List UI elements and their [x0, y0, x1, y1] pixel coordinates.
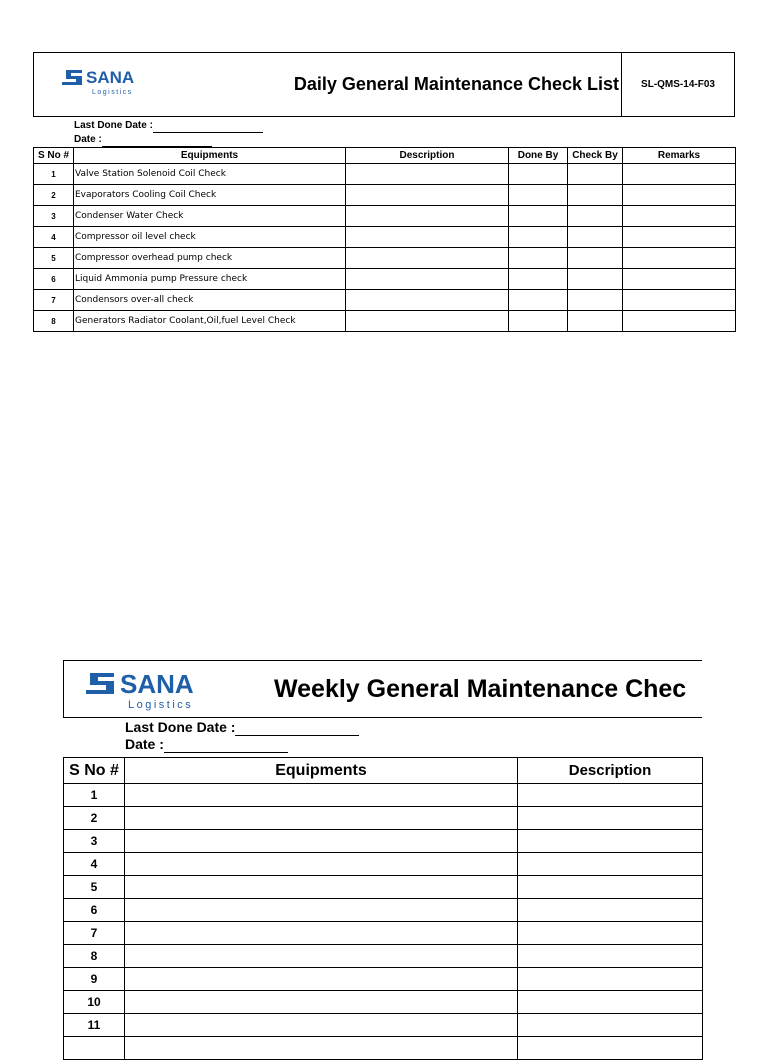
sana-logo-icon [62, 66, 152, 106]
table-row [34, 185, 736, 206]
remarks-cell[interactable] [623, 269, 736, 290]
weekly-header [63, 660, 702, 718]
row-sno: 9 [64, 968, 125, 991]
daily-header [33, 52, 735, 117]
check-by-cell[interactable] [568, 206, 623, 227]
row-sno: 3 [64, 830, 125, 853]
row-sno: 6 [64, 899, 125, 922]
table-row [64, 784, 703, 807]
table-row [64, 968, 703, 991]
date-label: Date : [125, 736, 164, 752]
weekly-meta [63, 719, 702, 753]
weekly-title: Weekly General Maintenance Chec [274, 674, 687, 703]
description-cell[interactable] [346, 164, 509, 185]
logo-name: SANA [86, 68, 135, 87]
row-sno: 5 [34, 248, 74, 269]
equipment-cell[interactable] [125, 922, 518, 945]
col-equipments: Equipments [125, 758, 518, 784]
remarks-cell[interactable] [623, 164, 736, 185]
equipment-cell[interactable] [125, 899, 518, 922]
description-cell[interactable] [518, 968, 703, 991]
description-cell[interactable] [346, 290, 509, 311]
row-sno [64, 1037, 125, 1060]
row-sno: 4 [64, 853, 125, 876]
row-sno: 2 [64, 807, 125, 830]
table-row [34, 269, 736, 290]
daily-meta [33, 119, 735, 147]
check-by-cell[interactable] [568, 290, 623, 311]
date-field[interactable] [102, 146, 212, 147]
weekly-header-row [64, 758, 703, 784]
table-row [64, 853, 703, 876]
description-cell[interactable] [346, 311, 509, 332]
col-description: Description [518, 758, 703, 784]
weekly-logo [64, 661, 254, 717]
row-sno: 11 [64, 1014, 125, 1037]
col-done-by: Done By [509, 148, 568, 164]
row-sno: 4 [34, 227, 74, 248]
sana-logo-icon [86, 667, 276, 717]
table-row [64, 1037, 703, 1060]
table-row [64, 922, 703, 945]
row-sno: 7 [34, 290, 74, 311]
done-by-cell[interactable] [509, 311, 568, 332]
check-by-cell[interactable] [568, 248, 623, 269]
description-cell[interactable] [518, 876, 703, 899]
equipment-cell[interactable] [125, 991, 518, 1014]
check-by-cell[interactable] [568, 164, 623, 185]
done-by-cell[interactable] [509, 185, 568, 206]
table-row [34, 206, 736, 227]
table-row [34, 248, 736, 269]
done-by-cell[interactable] [509, 248, 568, 269]
check-by-cell[interactable] [568, 269, 623, 290]
equipment-cell[interactable] [125, 1014, 518, 1037]
equipment-cell[interactable] [125, 830, 518, 853]
table-row [64, 991, 703, 1014]
table-row [34, 290, 736, 311]
done-by-cell[interactable] [509, 269, 568, 290]
description-cell[interactable] [518, 991, 703, 1014]
logo-sub: Logistics [92, 89, 133, 96]
table-row [64, 830, 703, 853]
row-sno: 5 [64, 876, 125, 899]
row-equipment: Evaporators Cooling Coil Check [74, 185, 346, 206]
description-cell[interactable] [518, 853, 703, 876]
description-cell[interactable] [346, 248, 509, 269]
row-sno: 7 [64, 922, 125, 945]
table-row [64, 807, 703, 830]
row-sno: 2 [34, 185, 74, 206]
col-description: Description [346, 148, 509, 164]
row-sno: 3 [34, 206, 74, 227]
row-equipment: Liquid Ammonia pump Pressure check [74, 269, 346, 290]
description-cell[interactable] [518, 922, 703, 945]
row-equipment: Condensors over-all check [74, 290, 346, 311]
equipment-cell[interactable] [125, 784, 518, 807]
weekly-table [63, 757, 703, 1060]
date-label: Date : [74, 134, 102, 145]
equipment-cell[interactable] [125, 1037, 518, 1060]
done-by-cell[interactable] [509, 290, 568, 311]
check-by-cell[interactable] [568, 185, 623, 206]
description-cell[interactable] [346, 227, 509, 248]
col-remarks: Remarks [623, 148, 736, 164]
description-cell[interactable] [518, 899, 703, 922]
logo-name: SANA [120, 669, 194, 699]
row-sno: 10 [64, 991, 125, 1014]
last-done-label: Last Done Date : [125, 719, 236, 735]
remarks-cell[interactable] [623, 290, 736, 311]
description-cell[interactable] [346, 269, 509, 290]
daily-header-row [34, 148, 736, 164]
row-equipment: Generators Radiator Coolant,Oil,fuel Level Check [74, 311, 346, 332]
col-sno: S No # [34, 148, 74, 164]
done-by-cell[interactable] [509, 227, 568, 248]
weekly-checklist-form [63, 660, 702, 1032]
remarks-cell[interactable] [623, 248, 736, 269]
equipment-cell[interactable] [125, 807, 518, 830]
description-cell[interactable] [518, 1037, 703, 1060]
daily-table [33, 147, 736, 332]
daily-checklist-form [33, 52, 735, 332]
table-row [64, 945, 703, 968]
form-code: SL-QMS-14-F03 [621, 53, 734, 116]
equipment-cell[interactable] [125, 853, 518, 876]
table-row [34, 227, 736, 248]
row-equipment: Compressor oil level check [74, 227, 346, 248]
table-row [34, 164, 736, 185]
row-sno: 8 [34, 311, 74, 332]
description-cell[interactable] [346, 185, 509, 206]
row-equipment: Valve Station Solenoid Coil Check [74, 164, 346, 185]
equipment-cell[interactable] [125, 945, 518, 968]
remarks-cell[interactable] [623, 311, 736, 332]
remarks-cell[interactable] [623, 185, 736, 206]
equipment-cell[interactable] [125, 876, 518, 899]
remarks-cell[interactable] [623, 206, 736, 227]
check-by-cell[interactable] [568, 311, 623, 332]
last-done-label: Last Done Date : [74, 120, 153, 131]
daily-title: Daily General Maintenance Check List [293, 74, 619, 94]
table-row [64, 899, 703, 922]
daily-logo [34, 53, 135, 116]
row-sno: 6 [34, 269, 74, 290]
description-cell[interactable] [346, 206, 509, 227]
description-cell[interactable] [518, 1014, 703, 1037]
row-equipment: Compressor overhead pump check [74, 248, 346, 269]
equipment-cell[interactable] [125, 968, 518, 991]
table-row [64, 876, 703, 899]
description-cell[interactable] [518, 945, 703, 968]
col-check-by: Check By [568, 148, 623, 164]
table-row [34, 311, 736, 332]
row-sno: 8 [64, 945, 125, 968]
description-cell[interactable] [518, 784, 703, 807]
col-equipments: Equipments [74, 148, 346, 164]
row-equipment: Condenser Water Check [74, 206, 346, 227]
logo-sub: Logistics [128, 699, 194, 711]
row-sno: 1 [34, 164, 74, 185]
description-cell[interactable] [518, 807, 703, 830]
date-field[interactable] [164, 752, 288, 753]
remarks-cell[interactable] [623, 227, 736, 248]
done-by-cell[interactable] [509, 206, 568, 227]
row-sno: 1 [64, 784, 125, 807]
done-by-cell[interactable] [509, 164, 568, 185]
table-row [64, 1014, 703, 1037]
col-sno: S No # [64, 758, 125, 784]
description-cell[interactable] [518, 830, 703, 853]
check-by-cell[interactable] [568, 227, 623, 248]
